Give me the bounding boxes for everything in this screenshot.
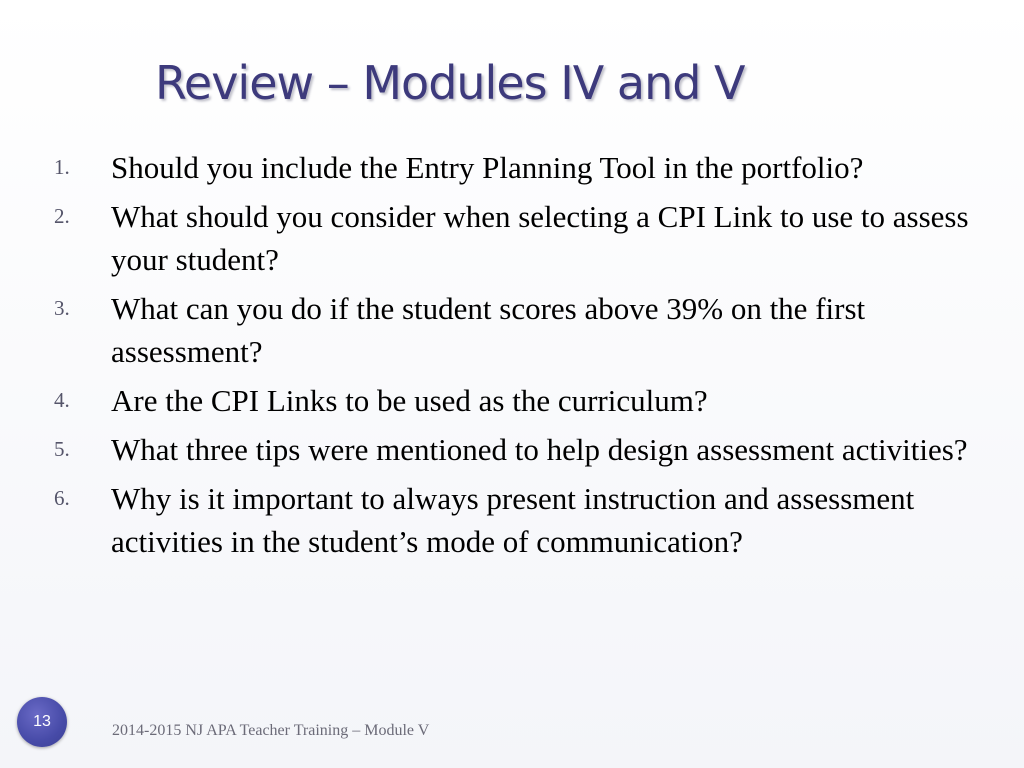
question-item — [0, 287, 1000, 373]
question-item — [0, 477, 1000, 563]
question-text: What should you consider when selecting a CPI Link to use to assess your student? — [111, 199, 969, 277]
question-text: Why is it important to always present instruction and assessment activities in the student’s mode of communication? — [111, 481, 915, 559]
question-text: What three tips were mentioned to help design assessment activities? — [111, 432, 968, 467]
page-number-badge: 13 — [17, 697, 67, 747]
question-number: 1. — [54, 155, 70, 179]
question-text: What can you do if the student scores above 39% on the first assessment? — [111, 291, 866, 369]
question-item — [0, 379, 1000, 422]
question-item — [0, 195, 1000, 281]
question-number: 6. — [54, 486, 70, 510]
question-text: Should you include the Entry Planning Tool in the portfolio? — [111, 150, 864, 185]
question-item — [0, 146, 1000, 189]
question-number: 3. — [54, 296, 70, 320]
question-text: Are the CPI Links to be used as the curriculum? — [111, 383, 708, 418]
question-number: 2. — [54, 204, 70, 228]
question-number: 5. — [54, 437, 70, 461]
question-list — [0, 146, 1000, 569]
slide-title: Review – Modules IV and V — [155, 56, 745, 110]
question-number: 4. — [54, 388, 70, 412]
footer-text: 2014-2015 NJ APA Teacher Training – Module V — [112, 722, 430, 739]
question-item — [0, 428, 1000, 471]
